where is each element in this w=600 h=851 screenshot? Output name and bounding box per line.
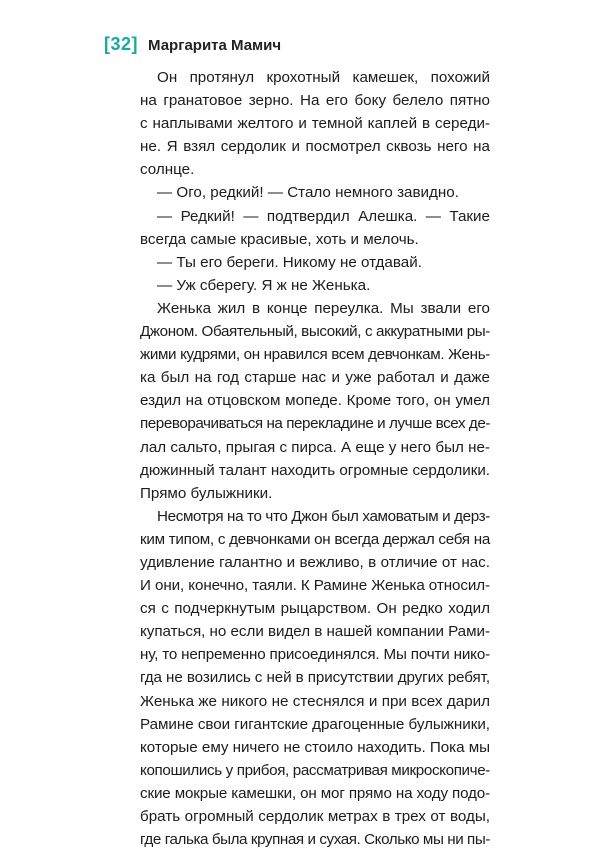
text-line: ка был на год старше нас и уже работал и даже [140,369,490,387]
text-line: удивление галантно и вежливо, в отличие от нас. [140,553,490,571]
text-line: Несмотря на то что Джон был хамоватым и дерз- [157,507,490,525]
text-line: Рамине свои гигантские драгоценные булыжники, [140,715,490,733]
running-header [104,34,281,55]
text-line: где галька была крупная и сухая. Сколько мы ни пы- [140,831,490,849]
text-line: ким типом, с девчонками он всегда держал себя на [140,530,490,548]
text-line: Он протянул крохотный камешек, похожий [157,69,490,86]
text-line: солнце. [140,161,195,179]
text-line: гда не возились с ней в присутствии других ребят, [140,669,490,687]
text-line: — Уж сберегу. Я ж не Женька. [157,276,371,294]
text-line: на гранатовое зерно. На его боку белело пятно [140,92,490,110]
text-line: лал сальто, прыгая с пирса. А еще у него был не- [140,438,490,456]
text-line: Прямо булыжники. [140,484,273,502]
text-line: ездил на отцовском мопеде. Кроме того, он умел [140,392,490,410]
text-line: — Ого, редкий! — Стало немного завидно. [157,184,459,202]
text-line: копошились у прибоя, рассматривая микроскопиче- [140,761,490,779]
text-line: И они, конечно, таяли. К Рамине Женька относил- [140,577,490,595]
author-name: Маргарита Мамич [148,37,282,54]
text-line: дюжинный талант находить огромные сердолики. [140,461,490,479]
text-line: Женька жил в конце переулка. Мы звали его [157,299,490,317]
text-line: всегда самые красивые, хоть и мелочь. [140,230,419,248]
text-line: которые ему ничего не стоило находить. Пока мы [140,738,490,756]
page-number: [32] [104,34,139,54]
text-line: — Редкий! — подтвердил Алешка. — Такие [157,207,490,225]
text-line: Джоном. Обаятельный, высокий, с аккуратными ры- [140,323,490,341]
text-line: брать огромный сердолик метрах в трех от воды, [140,808,490,825]
text-line: купаться, но если видел в нашей компании Рами- [140,623,490,641]
text-line: ну, то непременно присоединялся. Мы почти нико- [140,646,490,664]
body-text [140,66,490,851]
text-line: ские мокрые камешки, он мог прямо на ходу подо- [140,784,490,802]
text-line: — Ты его береги. Никому не отдавай. [157,253,422,271]
text-line: ся с подчеркнутым рыцарством. Он редко ходил [140,600,490,618]
text-line: с наплывами желтого и темной каплей в середи- [140,115,490,133]
text-line: Женька же никого не стеснялся и при всех дарил [140,692,490,710]
text-line: жими кудрями, он нравился всем девчонкам. Жень- [140,346,490,364]
text-line: не. Я взял сердолик и посмотрел сквозь него на [140,138,490,156]
text-line: переворачиваться на перекладине и лучше всех де- [140,415,490,433]
